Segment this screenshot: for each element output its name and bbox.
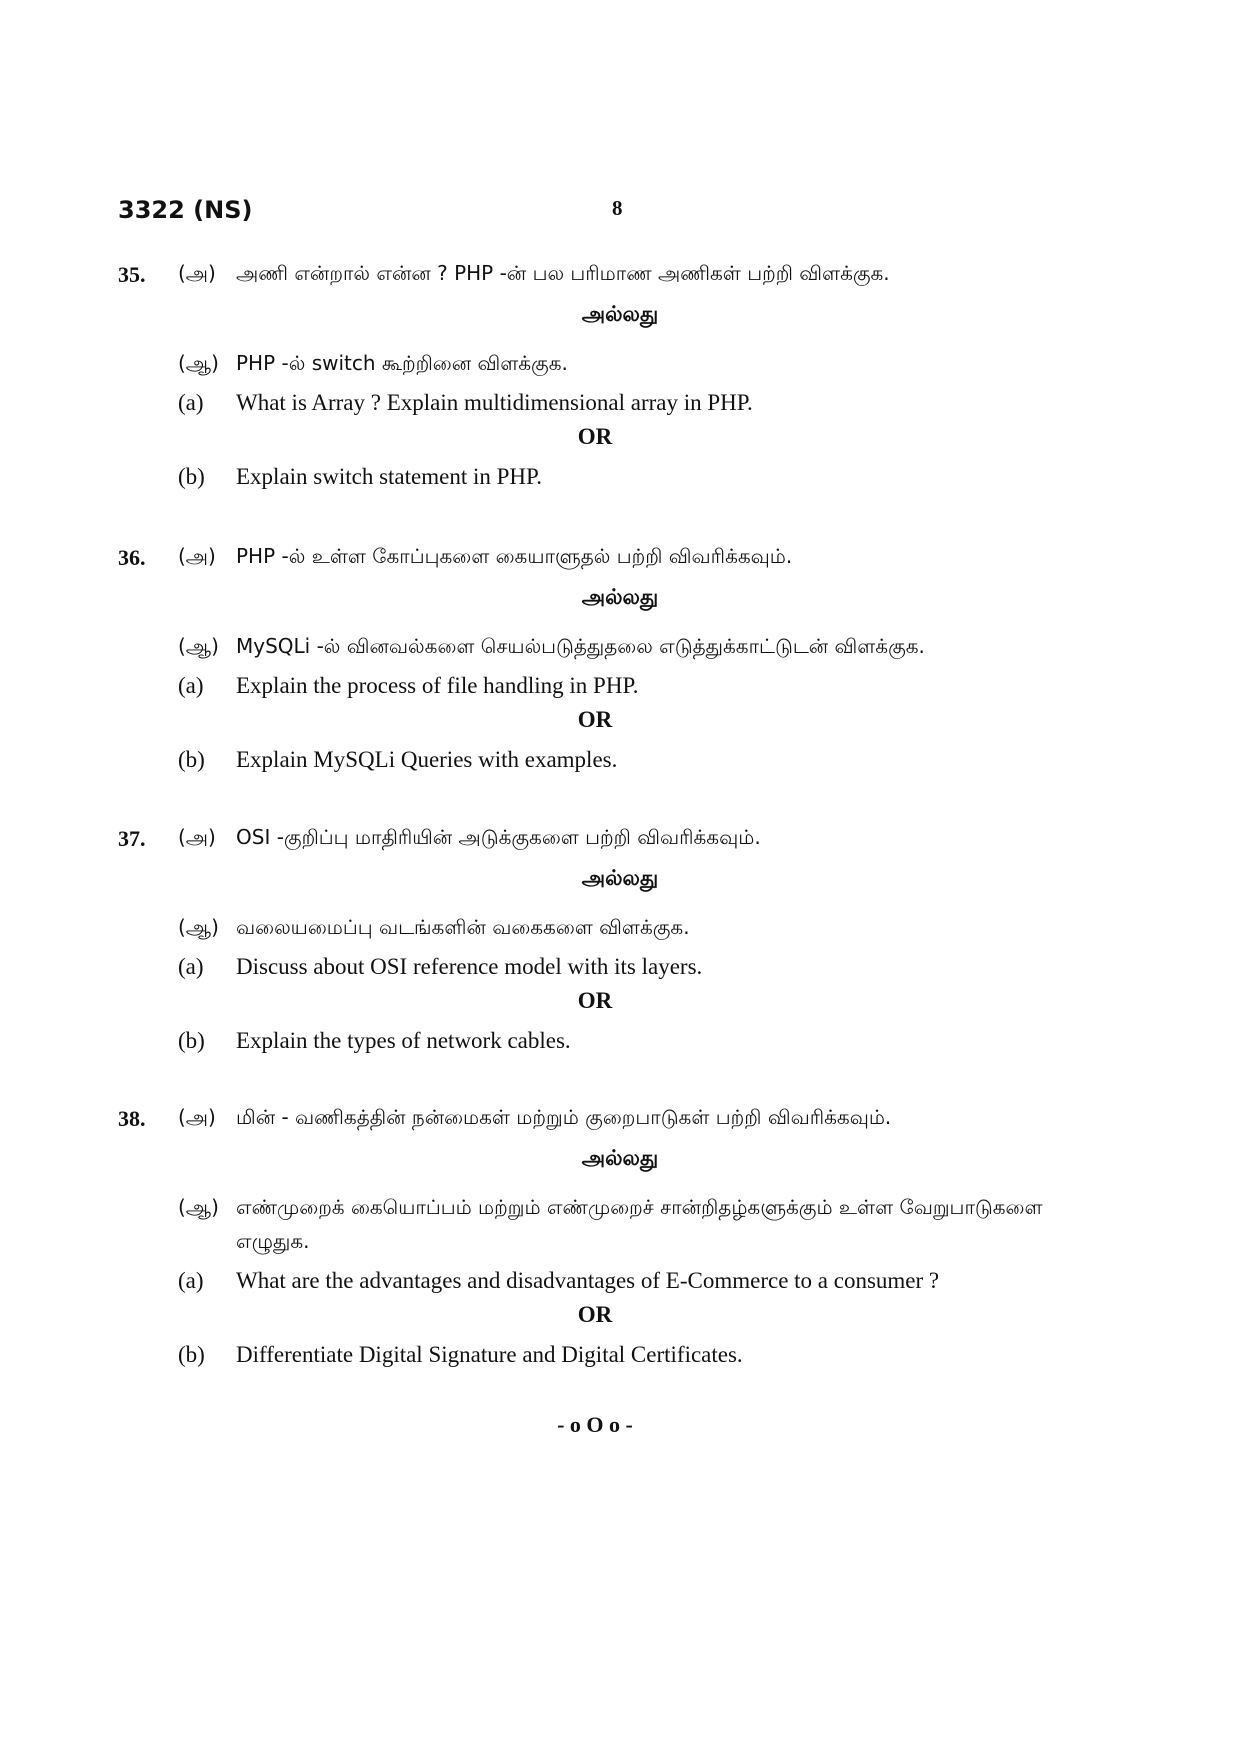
tamil-option-a [178, 539, 1120, 573]
option-text: Differentiate Digital Signature and Digital Certificates. [236, 1342, 743, 1367]
option-text: PHP -ல் உள்ள கோப்புகளை கையாளுதல் பற்றி விவரிக்கவும். [236, 544, 793, 568]
or-separator-tamil: அல்லது [581, 866, 659, 890]
option-label: (b) [178, 1342, 205, 1367]
question-number: 36. [118, 545, 146, 570]
option-label: (b) [178, 1028, 205, 1053]
tamil-option-a [178, 820, 1120, 854]
option-text: எண்முறைக் கையொப்பம் மற்றும் எண்முறைச் சான்றிதழ்களுக்கும் உள்ள வேறுபாடுகளை எழுதுக. [236, 1195, 1043, 1253]
option-label: (ஆ) [178, 634, 219, 658]
or-separator-english: OR [577, 1302, 613, 1327]
option-text: MySQLi -ல் வினவல்களை செயல்படுத்துதலை எடுத்துக்காட்டுடன் விளக்குக. [236, 634, 925, 658]
option-text: Explain switch statement in PHP. [236, 464, 543, 489]
option-label: (a) [178, 673, 204, 698]
option-text: வலையமைப்பு வடங்களின் வகைகளை விளக்குக. [236, 915, 690, 939]
or-separator-tamil: அல்லது [581, 585, 659, 609]
tamil-option-b [178, 629, 1120, 663]
end-of-paper-mark: - o O o - [557, 1412, 633, 1437]
question-number: 35. [118, 262, 146, 287]
option-label: (அ) [178, 261, 216, 285]
tamil-option-b [178, 1190, 1120, 1258]
option-text: Discuss about OSI reference model with its layers. [236, 954, 703, 979]
english-option-b [178, 460, 1120, 494]
question-number: 38. [118, 1106, 146, 1131]
option-text: Explain MySQLi Queries with examples. [236, 747, 618, 772]
option-text: மின் - வணிகத்தின் நன்மைகள் மற்றும் குறைபாடுகள் பற்றி விவரிக்கவும். [236, 1105, 892, 1129]
option-text: அணி என்றால் என்ன ? PHP -ன் பல பரிமாண அணிகள் பற்றி விளக்குக. [236, 261, 890, 285]
option-text: PHP -ல் switch கூற்றினை விளக்குக. [236, 351, 568, 375]
option-label: (ஆ) [178, 351, 219, 375]
option-label: (b) [178, 464, 205, 489]
or-separator-english: OR [577, 424, 613, 449]
option-label: (b) [178, 747, 205, 772]
option-text: What is Array ? Explain multidimensional array in PHP. [236, 390, 753, 415]
option-label: (அ) [178, 544, 216, 568]
question-number: 37. [118, 826, 146, 851]
paper-code: 3322 (NS) [118, 196, 253, 224]
option-label: (a) [178, 1268, 204, 1293]
option-label: (ஆ) [178, 1195, 219, 1219]
or-separator-english: OR [577, 707, 613, 732]
english-option-a [178, 386, 1120, 420]
english-option-b [178, 1024, 1120, 1058]
option-label: (a) [178, 954, 204, 979]
option-label: (ஆ) [178, 915, 219, 939]
or-separator-tamil: அல்லது [581, 1146, 659, 1170]
page-number: 8 [612, 196, 623, 220]
english-option-a [178, 950, 1120, 984]
option-label: (a) [178, 390, 204, 415]
option-text: Explain the process of file handling in PHP. [236, 673, 639, 698]
option-label: (அ) [178, 825, 216, 849]
tamil-option-b [178, 346, 1120, 380]
option-text: What are the advantages and disadvantages of E-Commerce to a consumer ? [236, 1268, 940, 1293]
option-text: Explain the types of network cables. [236, 1028, 571, 1053]
tamil-option-a [178, 256, 1120, 290]
option-text: OSI -குறிப்பு மாதிரியின் அடுக்குகளை பற்றி விவரிக்கவும். [236, 825, 761, 849]
or-separator-tamil: அல்லது [581, 302, 659, 326]
english-option-a [178, 669, 1120, 703]
english-option-a [178, 1264, 1120, 1298]
english-option-b [178, 1338, 1120, 1372]
english-option-b [178, 743, 1120, 777]
tamil-option-b [178, 910, 1120, 944]
or-separator-english: OR [577, 988, 613, 1013]
tamil-option-a [178, 1100, 1120, 1134]
option-label: (அ) [178, 1105, 216, 1129]
